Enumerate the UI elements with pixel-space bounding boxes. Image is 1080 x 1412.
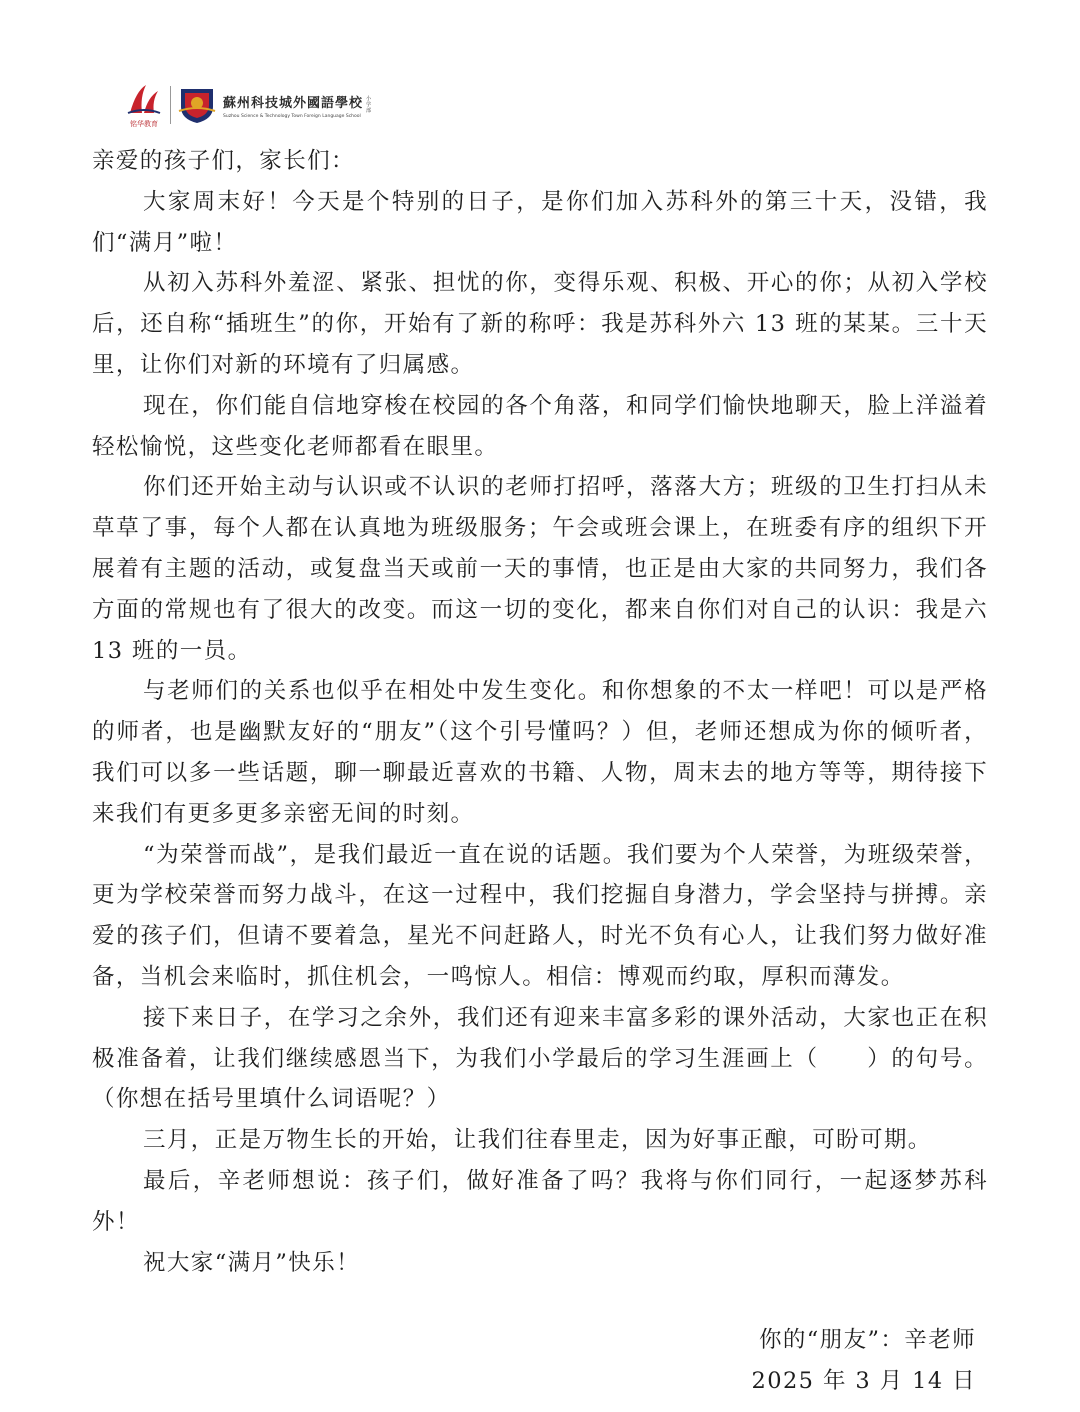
paragraph: 最后，辛老师想说：孩子们，做好准备了吗？我将与你们同行，一起逐梦苏科外！ — [92, 1167, 988, 1235]
paragraph: 三月，正是万物生长的开始，让我们往春里走，因为好事正酿，可盼可期。 — [143, 1127, 932, 1154]
letter-body — [92, 141, 988, 1283]
minghua-logo-icon — [124, 83, 164, 117]
letterhead — [124, 82, 372, 128]
school-name-cn: 蘇州科技城外國語學校 — [223, 95, 364, 111]
signature-date: 2025 年 3 月 14 日 — [751, 1368, 976, 1394]
signature-block — [752, 1320, 976, 1402]
paragraph: “为荣誉而战”，是我们最近一直在说的话题。我们要为个人荣誉，为班级荣誉，更为学校荣誉而努力战斗，在这一过程中，我们挖掘自身潜力，学会坚持与拼搏。亲爱的孩子们，但请不要着急，星光不问赶路人，时光不负有心人，让我们努力做好准备，当机会来临时，抓住机会，一鸣惊人。相信：博观而约取，厚积而薄发。 — [92, 841, 988, 990]
school-side-text: 小学部 — [366, 96, 372, 114]
paragraph: 祝大家“满月”快乐！ — [143, 1249, 361, 1276]
school-name-block — [223, 92, 363, 119]
paragraph: 现在，你们能自信地穿梭在校园的各个角落，和同学们愉快地聊天，脸上洋溢着轻松愉悦，这些变化老师都看在眼里。 — [92, 392, 988, 460]
paragraph: 大家周末好！今天是个特别的日子，是你们加入苏科外的第三十天，没错，我们“满月”啦！ — [92, 188, 988, 256]
paragraph: 与老师们的关系也似乎在相处中发生变化。和你想象的不太一样吧！可以是严格的师者，也是幽默友好的“朋友”（这个引号懂吗？）但，老师还想成为你的倾听者，我们可以多一些话题，聊一聊最近喜欢的书籍、人物，周末去的地方等等，期待接下来我们有更多更多亲密无间的时刻。 — [92, 678, 988, 827]
school-name-en: Suzhou Science & Technology Town Foreign Language School — [223, 113, 361, 119]
paragraph: 接下来日子，在学习之余外，我们还有迎来丰富多彩的课外活动，大家也正在积极准备着，让我们继续感恩当下，为我们小学最后的学习生涯画上（ ）的句号。（你想在括号里填什么词语呢？） — [92, 1004, 988, 1113]
minghua-education-logo — [124, 83, 164, 127]
signature-from: 你的“朋友”：辛老师 — [758, 1327, 976, 1353]
minghua-logo-text: 铭华教育 — [130, 120, 158, 128]
salutation: 亲爱的孩子们，家长们： — [92, 148, 355, 174]
logo-divider — [170, 86, 171, 124]
school-crest-icon — [177, 85, 217, 125]
paragraph: 从初入苏科外羞涩、紧张、担忧的你，变得乐观、积极、开心的你；从初入学校后，还自称“插班生”的你，开始有了新的称呼：我是苏科外六 13 班的某某。三十天里，让你们对新的环境有了归属感。 — [92, 270, 988, 378]
paragraph: 你们还开始主动与认识或不认识的老师打招呼，落落大方；班级的卫生打扫从未草草了事，每个人都在认真地为班级服务；午会或班会课上，在班委有序的组织下开展着有主题的活动，或复盘当天或前一天的事情，也正是由大家的共同努力，我们各方面的常规也有了很大的改变。而这一切的变化，都来自你们对自己的认识：我是六 13 班的一员。 — [92, 474, 988, 664]
